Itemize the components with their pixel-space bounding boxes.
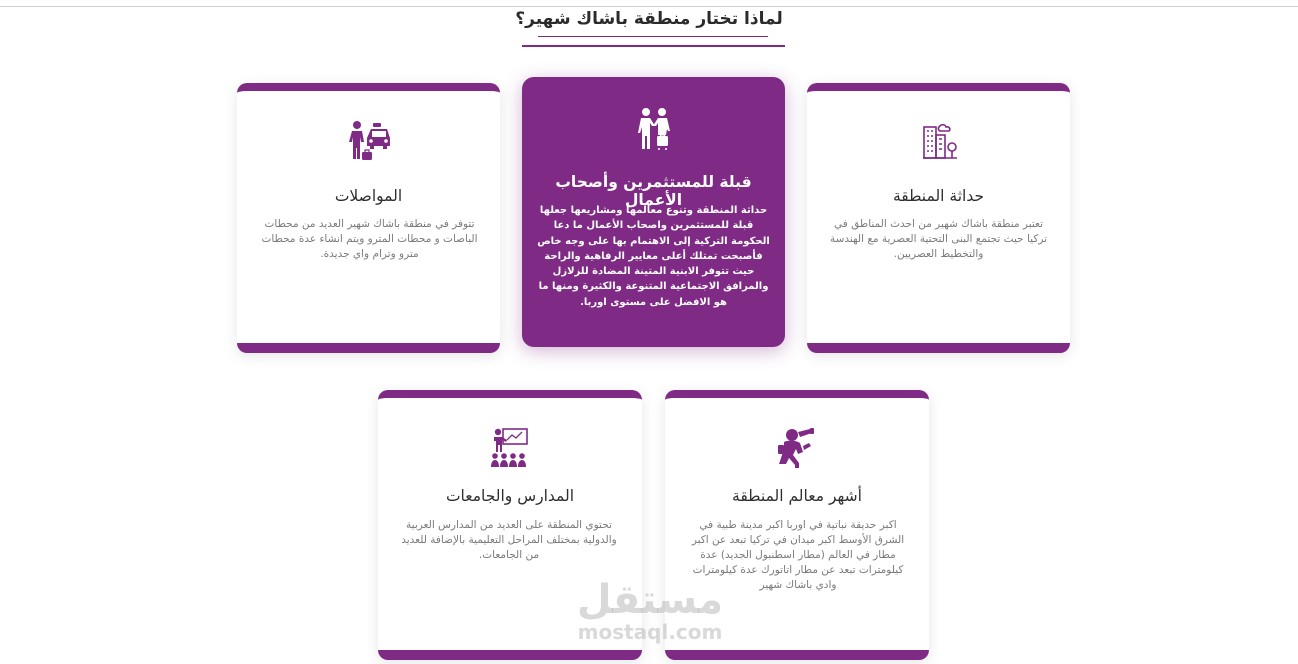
card-title: قبلة للمستثمرين وأصحاب الأعمال: [555, 173, 752, 209]
modern-buildings-icon: [807, 121, 1070, 165]
explorer-landmark-icon: [665, 426, 929, 472]
title-underline-accent: [522, 45, 785, 47]
feature-card-landmarks[interactable]: [665, 390, 929, 660]
classroom-teacher-icon: [378, 426, 642, 472]
card-description: تحتوي المنطقة على العديد من المدارس العربية والدولية بمختلف المراحل التعليمية بالإضافة للعديد من الجامعات.: [401, 519, 617, 561]
card-title: حداثة المنطقة: [892, 187, 985, 205]
investor-handshake-icon: [522, 107, 785, 155]
top-divider: [0, 6, 1298, 7]
watermark-latin: mostaql.com: [577, 620, 723, 644]
feature-card-transport[interactable]: [237, 83, 500, 353]
feature-card-investors[interactable]: [522, 77, 785, 347]
card-description: تتوفر في منطقة باشاك شهير العديد من محطات الباصات و محطات المترو ويتم انشاء عدة محطات مترو وترام واي جديدة.: [261, 218, 478, 260]
feature-card-schools[interactable]: [378, 390, 642, 660]
card-title: المدارس والجامعات: [445, 487, 575, 505]
card-description: اكبر حديقة نباتية في اوربا اكبر مدينة طبية في الشرق الأوسط اكبر ميدان في تركيا تبعد عن اكبر مطار في العالم (مطار اسطنبول الجديد) عدة كيلومترات تبعد عن مطار اتاتورك عدة كيلومترات وادي باشاك شهير: [691, 519, 905, 591]
card-title: المواصلات: [334, 187, 403, 205]
transport-taxi-icon: [237, 119, 500, 165]
section-title: لماذا تختار منطقة باشاك شهير؟: [515, 9, 783, 29]
card-description: حداثة المنطقة وتنوع معالمها ومشاريعها جعلها قبلة للمستثمرين واصحاب الأعمال ما دعا الحكومة التركية إلى الاهتمام بها على وجه خاص فأصبحت تمتلك أعلى معايير الرفاهية والراحة حيث تتوفر الابنية المتينة المضادة للزلازل والمرافق الاجتماعية المتنوعة والكثيرة ومنها ما هو الافضل على مستوى اوربا.: [537, 205, 770, 308]
title-underline: [538, 36, 768, 37]
feature-card-modernity[interactable]: [807, 83, 1070, 353]
card-title: أشهر معالم المنطقة: [732, 487, 862, 505]
watermark-arabic: مستقل: [576, 577, 724, 623]
card-description: تعتبر منطقة باشاك شهير من احدث المناطق في تركيا حيث تجتمع البنى التحتية العصرية مع الهندسة والتخطيط العصريين.: [829, 218, 1048, 260]
